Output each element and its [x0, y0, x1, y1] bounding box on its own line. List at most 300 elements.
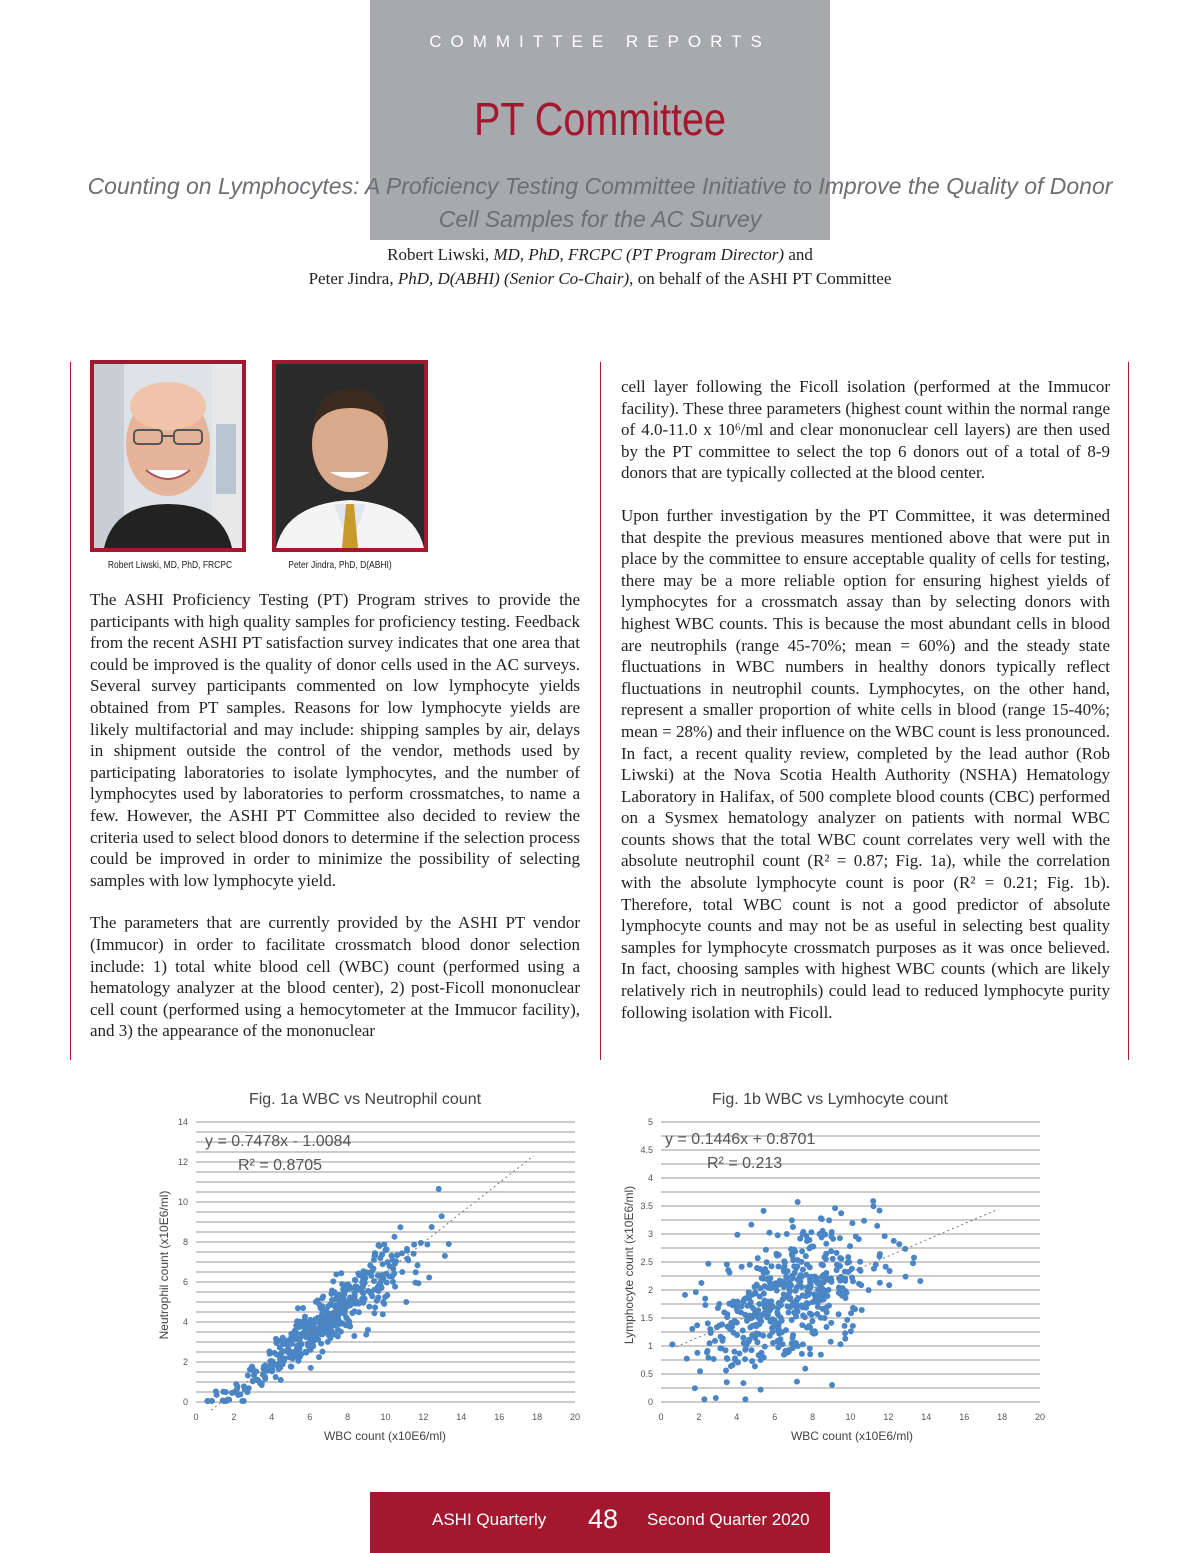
data-point — [870, 1198, 876, 1204]
trend-equation: y = 0.7478x - 1.0084 — [205, 1133, 352, 1150]
data-point — [304, 1328, 310, 1334]
r-squared: R² = 0.213 — [707, 1155, 783, 1172]
data-point — [322, 1328, 328, 1334]
data-point — [822, 1315, 828, 1321]
y-tick-label: 4.5 — [640, 1145, 653, 1155]
data-point — [902, 1246, 908, 1252]
data-point — [781, 1266, 787, 1272]
data-point — [305, 1343, 311, 1349]
data-point — [735, 1359, 741, 1365]
data-point — [802, 1366, 808, 1372]
data-point — [800, 1341, 806, 1347]
chart-title: Fig. 1b WBC vs Lymhocyte count — [712, 1091, 948, 1108]
data-point — [352, 1277, 358, 1283]
y-tick-label: 6 — [182, 1277, 188, 1287]
footer-publication: ASHI Quarterly — [432, 1510, 547, 1529]
data-point — [729, 1324, 735, 1330]
author1-name: Robert Liwski, — [387, 245, 494, 264]
data-point — [887, 1268, 893, 1274]
data-point — [426, 1274, 432, 1280]
data-point — [295, 1305, 301, 1311]
y-tick-label: 14 — [177, 1117, 188, 1127]
page-footer — [370, 1492, 830, 1553]
data-point — [830, 1236, 836, 1242]
data-point — [819, 1261, 825, 1267]
page-number: 48 — [588, 1504, 619, 1534]
author1-tail: and — [784, 245, 813, 264]
photo-caption-jindra: Peter Jindra, PhD, D(ABHI) — [288, 560, 392, 571]
data-point — [842, 1330, 848, 1336]
data-point — [818, 1352, 824, 1358]
data-point — [295, 1322, 301, 1328]
data-point — [366, 1304, 372, 1310]
data-point — [334, 1292, 340, 1298]
data-point — [335, 1333, 341, 1339]
data-point — [787, 1295, 793, 1301]
data-point — [705, 1355, 711, 1361]
data-point — [380, 1311, 386, 1317]
data-point — [352, 1283, 358, 1289]
x-tick-label: 10 — [845, 1412, 856, 1422]
data-point — [316, 1354, 322, 1360]
data-point — [244, 1389, 250, 1395]
data-point — [380, 1261, 386, 1267]
data-point — [740, 1327, 746, 1333]
data-point — [684, 1356, 690, 1362]
data-point — [740, 1299, 746, 1305]
data-point — [834, 1250, 840, 1256]
data-point — [740, 1335, 746, 1341]
data-point — [877, 1280, 883, 1286]
data-point — [858, 1268, 864, 1274]
data-point — [707, 1340, 713, 1346]
data-point — [809, 1312, 815, 1318]
data-point — [849, 1220, 855, 1226]
data-point — [807, 1351, 813, 1357]
data-point — [797, 1277, 803, 1283]
r-squared: R² = 0.8705 — [238, 1157, 323, 1174]
author-line-2 — [80, 267, 1120, 291]
data-point — [807, 1346, 813, 1352]
data-point — [772, 1320, 778, 1326]
data-point — [842, 1336, 848, 1342]
footer-issue: Second Quarter 2020 — [647, 1510, 810, 1529]
data-point — [742, 1396, 748, 1402]
data-point — [819, 1274, 825, 1280]
data-point — [305, 1323, 311, 1329]
data-point — [876, 1208, 882, 1214]
paragraph-parameters: The parameters that are currently provided by the ASHI PT vendor (Immucor) in order to facilitate crossmatch blood donor selection include: 1) total white blood cell (WBC) count (performed using a hematology analyzer at the blood center), 2) post-Ficoll mononuclear cell count (performed using a hemocytometer at the Immucor facility), and 3) the appearance of the mononuclear — [90, 913, 580, 1041]
x-tick-label: 0 — [193, 1412, 199, 1422]
left-text-column — [90, 589, 580, 1063]
data-point — [838, 1256, 844, 1262]
data-point — [822, 1293, 828, 1299]
data-point — [723, 1368, 729, 1374]
data-point — [351, 1333, 357, 1339]
data-point — [379, 1285, 385, 1291]
data-point — [250, 1365, 256, 1371]
data-point — [848, 1310, 854, 1316]
data-point — [278, 1377, 284, 1383]
data-point — [761, 1208, 767, 1214]
data-point — [896, 1241, 902, 1247]
data-point — [363, 1332, 369, 1338]
data-point — [394, 1252, 400, 1258]
data-point — [743, 1346, 749, 1352]
data-point — [371, 1310, 377, 1316]
data-point — [761, 1302, 767, 1308]
data-point — [799, 1248, 805, 1254]
data-point — [760, 1276, 766, 1282]
data-point — [819, 1234, 825, 1240]
data-point — [375, 1242, 381, 1248]
data-point — [771, 1283, 777, 1289]
data-point — [754, 1282, 760, 1288]
data-point — [789, 1217, 795, 1223]
data-point — [371, 1257, 377, 1263]
data-point — [747, 1262, 753, 1268]
data-point — [331, 1303, 337, 1309]
data-point — [387, 1273, 393, 1279]
data-point — [808, 1229, 814, 1235]
data-point — [325, 1339, 331, 1345]
data-point — [793, 1342, 799, 1348]
x-tick-label: 8 — [810, 1412, 816, 1422]
y-tick-label: 5 — [647, 1117, 653, 1127]
y-tick-label: 12 — [177, 1157, 188, 1167]
y-axis-label: Lymphocyte count (x10E6/ml) — [622, 1185, 636, 1345]
data-point — [800, 1267, 806, 1273]
x-tick-label: 12 — [883, 1412, 894, 1422]
x-tick-label: 12 — [418, 1412, 429, 1422]
data-point — [241, 1398, 247, 1404]
data-point — [220, 1389, 226, 1395]
data-point — [877, 1251, 883, 1257]
data-point — [910, 1260, 916, 1266]
data-point — [300, 1305, 306, 1311]
y-tick-labels — [178, 1117, 188, 1407]
data-point — [338, 1270, 344, 1276]
data-point — [761, 1291, 767, 1297]
data-point — [442, 1253, 448, 1259]
data-point — [317, 1302, 323, 1308]
data-point — [837, 1235, 843, 1241]
data-point — [911, 1255, 917, 1261]
data-point — [762, 1344, 768, 1350]
data-point — [845, 1254, 851, 1260]
data-point — [214, 1392, 220, 1398]
data-point — [873, 1262, 879, 1268]
data-point — [836, 1311, 842, 1317]
data-point — [260, 1372, 266, 1378]
photo-caption-liwski: Robert Liwski, MD, PhD, FRCPC — [107, 560, 233, 571]
data-point — [844, 1317, 850, 1323]
data-point — [791, 1247, 797, 1253]
data-point — [245, 1373, 251, 1379]
data-point — [279, 1348, 285, 1354]
data-point — [292, 1336, 298, 1342]
data-point — [335, 1327, 341, 1333]
data-point — [404, 1256, 410, 1262]
data-point — [372, 1252, 378, 1258]
data-point — [276, 1366, 282, 1372]
data-point — [790, 1224, 796, 1230]
data-point — [377, 1255, 383, 1261]
data-point — [847, 1243, 853, 1249]
portrait-liwski-image — [94, 364, 242, 548]
left-column-rule — [70, 362, 71, 1060]
data-point — [859, 1307, 865, 1313]
data-point — [689, 1326, 695, 1332]
data-point — [319, 1349, 325, 1355]
x-tick-labels — [193, 1412, 580, 1422]
data-point — [828, 1339, 834, 1345]
author2-role: PhD, D(ABHI) (Senior Co-Chair), — [397, 269, 634, 288]
data-point — [832, 1205, 838, 1211]
y-tick-label: 0 — [182, 1397, 188, 1407]
data-point — [755, 1313, 761, 1319]
y-tick-label: 4 — [647, 1173, 653, 1183]
y-axis-label: Neutrophil count (x10E6/ml) — [157, 1190, 171, 1340]
data-point — [755, 1307, 761, 1313]
data-point — [346, 1318, 352, 1324]
data-point — [333, 1318, 339, 1324]
data-point — [806, 1237, 812, 1243]
data-point — [389, 1253, 395, 1259]
data-point — [785, 1303, 791, 1309]
data-point — [746, 1289, 752, 1295]
data-point — [711, 1356, 717, 1362]
data-point — [347, 1294, 353, 1300]
data-point — [377, 1280, 383, 1286]
data-point — [288, 1364, 294, 1370]
x-tick-label: 18 — [532, 1412, 543, 1422]
data-point — [789, 1273, 795, 1279]
data-point — [724, 1311, 730, 1317]
data-point — [403, 1299, 409, 1305]
data-point — [374, 1298, 380, 1304]
data-point — [399, 1269, 405, 1275]
data-point — [829, 1229, 835, 1235]
data-point — [329, 1328, 335, 1334]
data-point — [840, 1287, 846, 1293]
y-tick-label: 1.5 — [640, 1313, 653, 1323]
data-point — [767, 1307, 773, 1313]
data-point — [808, 1283, 814, 1289]
data-point — [724, 1355, 730, 1361]
data-point — [720, 1336, 726, 1342]
data-point — [669, 1341, 675, 1347]
x-tick-label: 2 — [696, 1412, 702, 1422]
data-point — [774, 1253, 780, 1259]
data-point — [744, 1317, 750, 1323]
data-point — [797, 1236, 803, 1242]
data-point — [734, 1232, 740, 1238]
data-point — [701, 1396, 707, 1402]
data-point — [775, 1263, 781, 1269]
data-point — [326, 1321, 332, 1327]
data-point — [347, 1324, 353, 1330]
y-tick-label: 2.5 — [640, 1257, 653, 1267]
data-point — [789, 1317, 795, 1323]
x-tick-label: 4 — [734, 1412, 740, 1422]
data-point — [805, 1292, 811, 1298]
data-point — [762, 1283, 768, 1289]
author2-tail: on behalf of the ASHI PT Committee — [633, 269, 892, 288]
data-point — [297, 1354, 303, 1360]
data-point — [693, 1289, 699, 1295]
data-points — [204, 1186, 451, 1404]
data-point — [429, 1224, 435, 1230]
data-point — [793, 1298, 799, 1304]
data-point — [781, 1258, 787, 1264]
data-point — [307, 1335, 313, 1341]
data-point — [439, 1213, 445, 1219]
data-point — [764, 1259, 770, 1265]
subtitle-line-2: Cell Samples for the AC Survey — [438, 206, 762, 232]
data-point — [346, 1283, 352, 1289]
portrait-jindra-image — [276, 364, 424, 548]
data-point — [843, 1295, 849, 1301]
data-point — [766, 1230, 772, 1236]
chart-wbc-vs-lymphocyte — [615, 1082, 1055, 1452]
x-tick-label: 20 — [1034, 1412, 1046, 1422]
data-point — [819, 1216, 825, 1222]
data-point — [798, 1302, 804, 1308]
data-point — [799, 1351, 805, 1357]
data-point — [724, 1262, 730, 1268]
data-point — [807, 1276, 813, 1282]
x-tick-label: 14 — [456, 1412, 467, 1422]
data-point — [446, 1241, 452, 1247]
data-point — [853, 1234, 859, 1240]
data-point — [823, 1270, 829, 1276]
data-point — [775, 1327, 781, 1333]
data-point — [874, 1223, 880, 1229]
x-tick-label: 16 — [494, 1412, 505, 1422]
data-point — [390, 1279, 396, 1285]
right-column-rule — [1128, 362, 1129, 1060]
data-point — [795, 1199, 801, 1205]
data-point — [850, 1305, 856, 1311]
y-tick-labels — [640, 1117, 653, 1407]
x-tick-label: 20 — [569, 1412, 581, 1422]
data-point — [329, 1297, 335, 1303]
subtitle-line-1: Counting on Lymphocytes: A Proficiency Testing Committee Initiative to Improve the Quality of Donor — [87, 173, 1113, 199]
chart-wbc-vs-neutrophil — [150, 1082, 590, 1452]
y-tick-label: 0 — [647, 1397, 653, 1407]
data-point — [391, 1234, 397, 1240]
x-axis-label: WBC count (x10E6/ml) — [790, 1429, 914, 1443]
data-point — [749, 1347, 755, 1353]
data-point — [780, 1341, 786, 1347]
data-point — [362, 1275, 368, 1281]
data-point — [856, 1281, 862, 1287]
data-point — [333, 1271, 339, 1277]
data-point — [850, 1278, 856, 1284]
data-point — [804, 1262, 810, 1268]
data-point — [276, 1338, 282, 1344]
data-point — [786, 1286, 792, 1292]
data-point — [302, 1314, 308, 1320]
data-point — [716, 1322, 722, 1328]
data-point — [694, 1322, 700, 1328]
data-point — [829, 1382, 835, 1388]
data-point — [312, 1319, 318, 1325]
x-tick-label: 10 — [380, 1412, 391, 1422]
data-point — [812, 1330, 818, 1336]
data-point — [404, 1246, 410, 1252]
data-point — [770, 1329, 776, 1335]
data-point — [842, 1278, 848, 1284]
data-point — [363, 1269, 369, 1275]
data-point — [694, 1350, 700, 1356]
data-point — [834, 1262, 840, 1268]
data-point — [731, 1330, 737, 1336]
data-point — [834, 1267, 840, 1273]
data-point — [882, 1233, 888, 1239]
data-point — [822, 1254, 828, 1260]
data-point — [375, 1273, 381, 1279]
author-photo-jindra — [272, 360, 428, 552]
data-point — [765, 1312, 771, 1318]
x-tick-label: 6 — [772, 1412, 778, 1422]
data-point — [886, 1282, 892, 1288]
data-point — [826, 1217, 832, 1223]
data-point — [790, 1257, 796, 1263]
data-point — [716, 1301, 722, 1307]
data-point — [769, 1263, 775, 1269]
data-point — [850, 1323, 856, 1329]
data-point — [917, 1278, 923, 1284]
data-point — [424, 1242, 430, 1248]
data-point — [754, 1339, 760, 1345]
trendline — [676, 1209, 998, 1347]
data-point — [782, 1280, 788, 1286]
data-point — [739, 1264, 745, 1270]
data-point — [815, 1304, 821, 1310]
data-point — [763, 1247, 769, 1253]
data-point — [870, 1203, 876, 1209]
data-point — [381, 1241, 387, 1247]
data-point — [844, 1260, 850, 1266]
data-point — [740, 1380, 746, 1386]
article-subtitle — [80, 170, 1120, 236]
y-tick-label: 3 — [647, 1229, 653, 1239]
data-point — [794, 1263, 800, 1269]
data-point — [857, 1259, 863, 1265]
data-point — [891, 1238, 897, 1244]
data-point — [903, 1274, 909, 1280]
data-point — [758, 1350, 764, 1356]
trend-equation: y = 0.1446x + 0.8701 — [665, 1131, 816, 1148]
x-axis-label: WBC count (x10E6/ml) — [323, 1429, 447, 1443]
data-point — [381, 1301, 387, 1307]
data-point — [233, 1381, 239, 1387]
x-tick-labels — [658, 1412, 1045, 1422]
data-point — [266, 1348, 272, 1354]
data-point — [296, 1343, 302, 1349]
chart-title: Fig. 1a WBC vs Neutrophil count — [248, 1091, 482, 1108]
data-point — [347, 1302, 353, 1308]
data-point — [698, 1280, 704, 1286]
data-point — [697, 1368, 703, 1374]
data-point — [795, 1283, 801, 1289]
data-point — [747, 1324, 753, 1330]
data-point — [371, 1278, 377, 1284]
data-point — [820, 1279, 826, 1285]
x-tick-label: 0 — [658, 1412, 664, 1422]
